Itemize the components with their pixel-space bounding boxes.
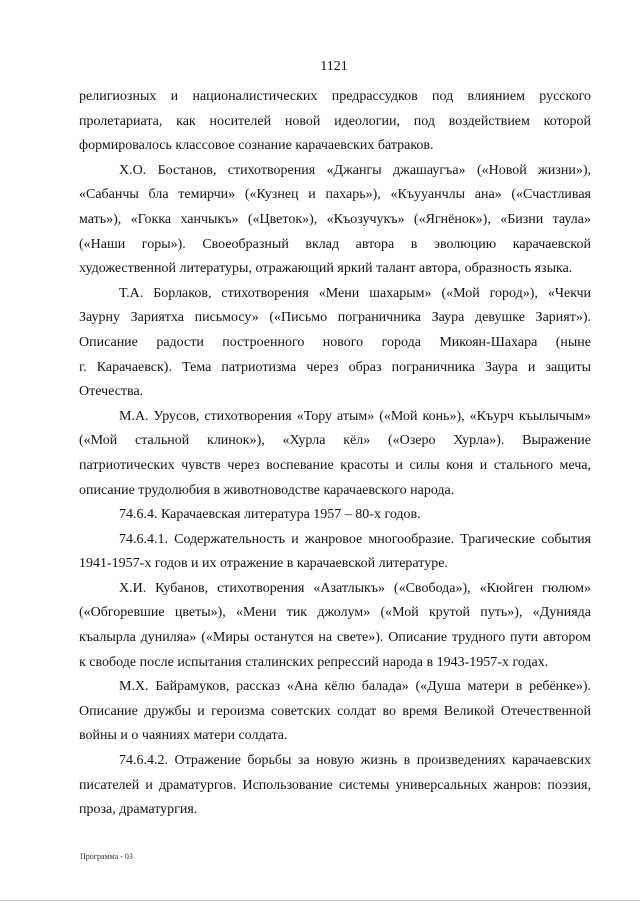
paragraph-continuation: [79, 85, 591, 159]
paragraph-bostanov: [79, 159, 591, 282]
text-line: пролетариата, как носителей новой идеологии, под воздействием которой: [79, 113, 591, 129]
text-line: Описание радости построенного нового города Микоян-Шахара (ныне: [79, 334, 591, 350]
paragraph-bayramukov: [79, 675, 591, 749]
text-line: Х.О. Бостанов, стихотворения «Джангы джашаугъа» («Новой жизни»),: [119, 162, 591, 178]
paragraph-borlakov: [79, 282, 591, 405]
text-line: к свободе после испытания сталинских репрессий народа в 1943-1957-х годах.: [79, 654, 549, 670]
text-line: формировалось классовое сознание карачаевских батраков.: [79, 138, 434, 154]
text-line: 74.6.4.1. Содержательность и жанровое многообразие. Трагические события: [119, 531, 591, 547]
text-line: Т.А. Борлаков, стихотворения «Мени шахарым» («Мой город»), «Чекчи: [119, 285, 591, 301]
scan-edge-divider: [0, 900, 640, 901]
text-line: («Обгоревшие цветы»), «Мени тик джолум» («Мой крутой путь»), «Дунияда: [79, 605, 591, 621]
text-line: Заурну Зариятха письмосу» («Письмо пограничника Заура девушке Зарият»).: [79, 310, 591, 326]
section-heading-74-6-4-1: [79, 528, 591, 577]
text-line: «Сабанчы бла темирчи» («Кузнец и пахарь»), «Къууанчлы ана» («Счастливая: [79, 187, 591, 203]
text-line: писателей и драматургов. Использование системы универсальных жанров: поэзия,: [79, 777, 591, 793]
text-line: мать»), «Гокка ханчыкъ» («Цветок»), «Къозучукъ» («Ягнёнок»), «Бизни таула»: [79, 211, 591, 227]
text-line: проза, драматургия.: [79, 802, 198, 818]
text-line: г. Карачаевск). Тема патриотизма через образ пограничника Заура и защиты: [79, 359, 591, 375]
document-body: [79, 85, 591, 823]
text-line: художественной литературы, отражающий яркий талант автора, образность языка.: [79, 261, 573, 277]
section-heading-74-6-4: [79, 503, 591, 528]
text-line: («Мой стальной клинок»), «Хурла кёл» («Озеро Хурла»). Выражение: [79, 433, 591, 449]
paragraph-urusov: [79, 405, 591, 503]
text-line: М.Х. Байрамуков, рассказ «Ана кёлю балада» («Душа матери в ребёнке»).: [119, 679, 591, 695]
text-line: войны и о чаяниях матери солдата.: [79, 728, 288, 744]
page-footer: Программа - 03: [80, 852, 133, 861]
text-line: 74.6.4. Карачаевская литература 1957 – 80-х годов.: [119, 507, 421, 523]
text-line: М.А. Урусов, стихотворения «Тору атым» («Мой конь»), «Къурч къылычым»: [119, 408, 591, 424]
text-line: Отечества.: [79, 384, 144, 400]
text-line: религиозных и националистических предрассудков под влиянием русского: [79, 89, 591, 104]
text-line: 1941-1957-х годов и их отражение в карачаевской литературе.: [79, 556, 448, 572]
text-line: описание трудолюбия в животноводстве карачаевского народа.: [79, 482, 455, 498]
section-heading-74-6-4-2: [79, 749, 591, 823]
text-line: 74.6.4.2. Отражение борьбы за новую жизнь в произведениях карачаевских: [119, 753, 591, 769]
page-number: 1121: [320, 59, 348, 74]
paragraph-kubanov: [79, 577, 591, 675]
text-line: патриотических чувств через воспевание красоты и силы коня и стального меча,: [79, 457, 591, 473]
text-line: къалырла дуниляа» («Миры останутся на свете»). Описание трудного пути автором: [79, 630, 591, 646]
text-line: Описание дружбы и героизма советских солдат во время Великой Отечественной: [79, 703, 591, 719]
text-line: («Наши горы»). Своеобразный вклад автора в эволюцию карачаевской: [79, 236, 591, 252]
text-line: Х.И. Кубанов, стихотворения «Азатлыкъ» («Свобода»), «Кюйген гюлюм»: [119, 580, 591, 596]
